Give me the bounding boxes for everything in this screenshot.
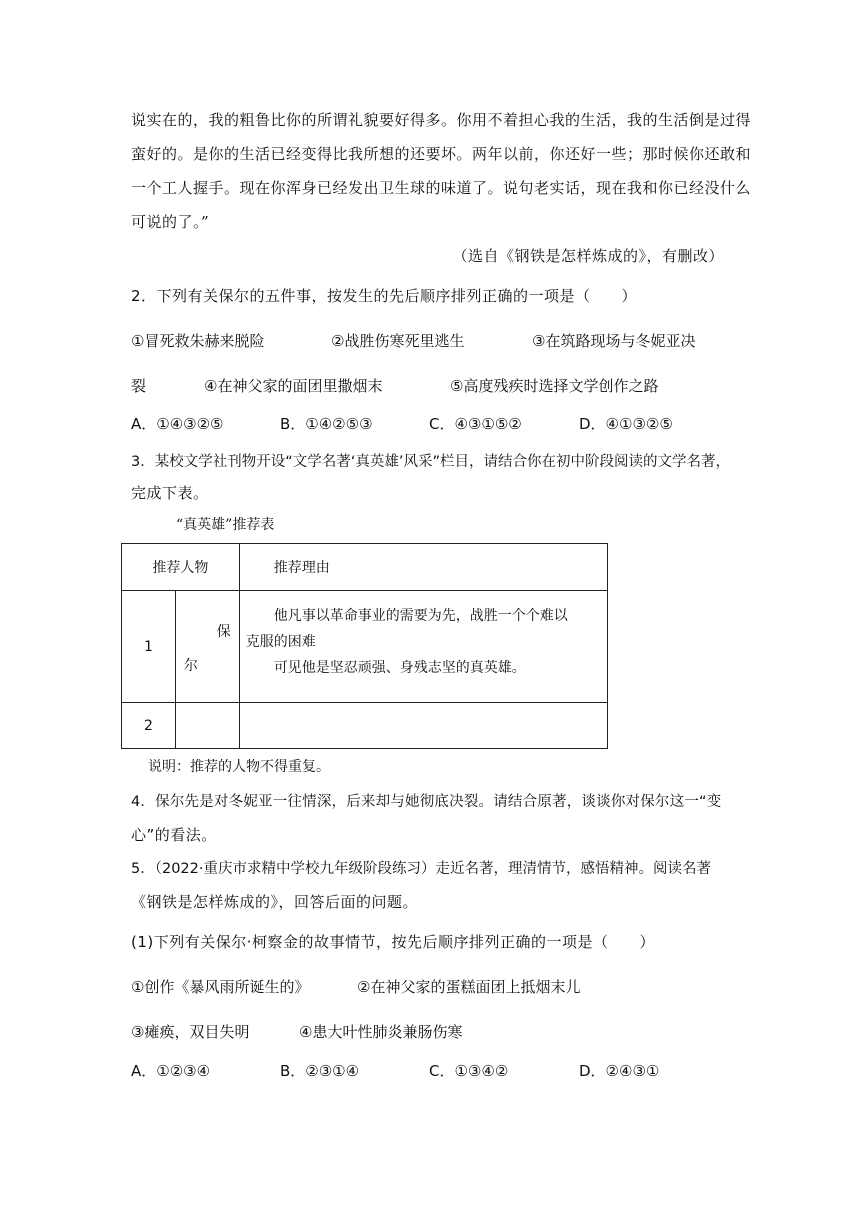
table-caption: “真英雄”推荐表 [176, 517, 275, 533]
q5-item: ②在神父家的蛋糕面团上抵烟末儿 [357, 978, 581, 996]
q5-stem: 5．（2022·重庆市求精中学校九年级阶段练习）走近名著，理清情节，感悟精神。阅读名著 [131, 861, 711, 877]
q5-option-a: A．①②③④ [131, 1062, 211, 1080]
recommendation-table [121, 543, 608, 749]
q5-sub1: (1)下列有关保尔·柯察金的故事情节，按先后顺序排列正确的一项是（ ） [131, 933, 656, 951]
q5-item: ④患大叶性肺炎兼肠伤寒 [299, 1023, 463, 1041]
q2-item: ①冒死救朱赫来脱险 [131, 332, 265, 350]
row-number: 1 [122, 591, 176, 703]
header-person: 推荐人物 [122, 544, 240, 591]
q4-stem: 4．保尔先是对冬妮亚一往情深，后来却与她彻底决裂。请结合原著，谈谈你对保尔这一“变 [131, 794, 722, 810]
q2-option-d: D．④①③②⑤ [579, 415, 673, 433]
person-cell [175, 591, 239, 703]
reason-cell-empty [239, 703, 607, 749]
person-name-char: 尔 [183, 658, 198, 674]
q2-option-c: C．④③①⑤② [429, 415, 522, 433]
q5-option-d: D．②④③① [579, 1062, 660, 1080]
reason-line: 可见他是坚忍顽强、身残志坚的真英雄。 [273, 660, 526, 676]
q2-item: ④在神父家的面团里撒烟末 [204, 377, 383, 395]
table-row [122, 703, 608, 749]
q3-stem: 3．某校文学社刊物开设“文学名著‘真英雄’风采”栏目，请结合你在初中阶段阅读的文学名著， [131, 454, 730, 470]
person-cell-empty [175, 703, 239, 749]
table-note: 说明：推荐的人物不得重复。 [148, 759, 330, 775]
passage-line: 一个工人握手。现在你浑身已经发出卫生球的味道了。说句老实话，现在我和你已经没什么 [131, 179, 752, 197]
q4-stem: 心”的看法。 [131, 826, 217, 844]
q2-stem: 2．下列有关保尔的五件事，按发生的先后顺序排列正确的一项是（ ） [131, 287, 638, 305]
q2-item: ⑤高度残疾时选择文学创作之路 [450, 377, 659, 395]
q3-stem: 完成下表。 [131, 484, 209, 502]
header-reason: 推荐理由 [239, 544, 607, 591]
reason-line: 克服的困难 [245, 634, 316, 650]
q5-option-c: C．①③④② [429, 1062, 509, 1080]
passage-line: 说实在的，我的粗鲁比你的所谓礼貌要好得多。你用不着担心我的生活，我的生活倒是过得 [131, 111, 752, 129]
q2-item: ②战胜伤寒死里逃生 [331, 332, 465, 350]
q5-item: ①创作《暴风雨所诞生的》 [131, 978, 310, 996]
q2-option-b: B．①④②⑤③ [280, 415, 373, 433]
q5-item: ③瘫痪，双目失明 [131, 1023, 250, 1041]
passage-line: 可说的了。” [131, 213, 210, 231]
reason-line: 他凡事以革命事业的需要为先，战胜一个个难以 [273, 608, 568, 624]
table-row [122, 591, 608, 703]
passage-source: （选自《钢铁是怎样炼成的》，有删改） [452, 247, 724, 265]
passage-line: 蛮好的。是你的生活已经变得比我所想的还要坏。两年以前，你还好一些；那时候你还敢和 [131, 145, 752, 163]
q5-stem: 《钢铁是怎样炼成的》，回答后面的问题。 [131, 893, 419, 911]
reason-cell [239, 591, 607, 703]
q2-item: 裂 [131, 377, 147, 395]
table-header-row [122, 544, 608, 591]
q5-option-b: B．②③①④ [280, 1062, 360, 1080]
row-number: 2 [122, 703, 176, 749]
q2-item: ③在筑路现场与冬妮亚决 [532, 332, 696, 350]
person-name-char: 保 [216, 624, 231, 640]
q2-option-a: A．①④③②⑤ [131, 415, 224, 433]
